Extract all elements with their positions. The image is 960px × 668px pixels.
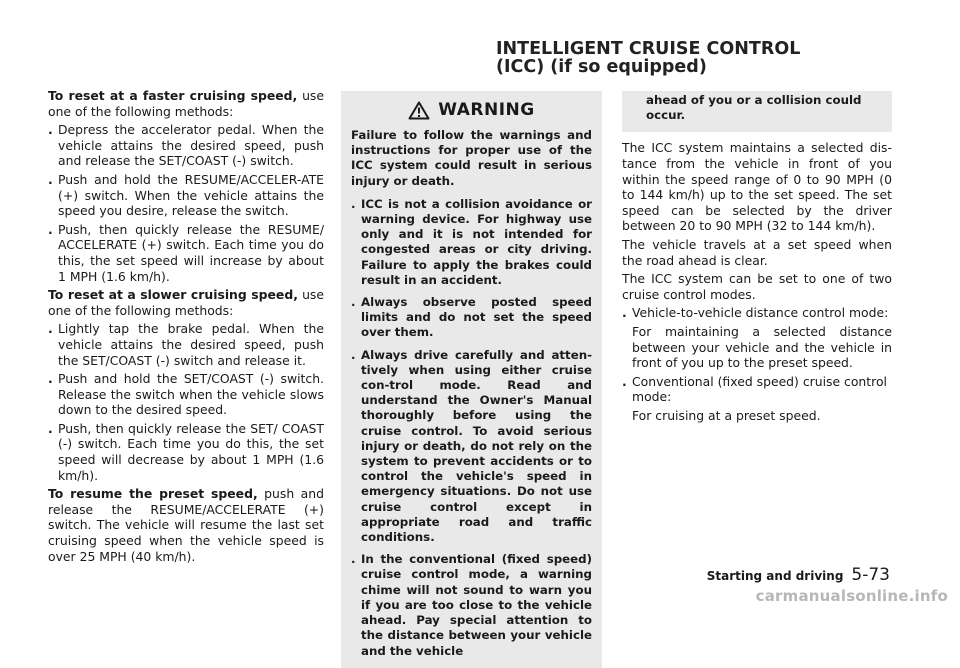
section-title bbox=[496, 40, 800, 76]
list-item bbox=[351, 197, 592, 288]
slower-bullet-2: Push and hold the SET/COAST (-) switch. Release the switch when the vehicle slows down to the desired speed. bbox=[58, 371, 324, 418]
mode-2-label: Conventional (fixed speed) cruise control mode: bbox=[632, 373, 887, 405]
warning-triangle-icon bbox=[408, 101, 430, 120]
bullet-icon: . bbox=[48, 371, 53, 387]
slower-bullet-1: Lightly tap the brake pedal. When the vehicle attains the desired speed, push the SET/COAST (-) switch and release it. bbox=[58, 321, 324, 368]
bullet-icon: . bbox=[48, 171, 53, 187]
bullet-icon: . bbox=[622, 305, 627, 321]
mode-2-description: For cruising at a preset speed. bbox=[632, 407, 821, 423]
bullet-icon: . bbox=[351, 295, 356, 310]
warning-column bbox=[341, 91, 602, 668]
bullet-icon: . bbox=[351, 196, 356, 211]
mode-1-label: Vehicle-to-vehicle distance control mode: bbox=[632, 305, 889, 321]
bullet-icon: . bbox=[48, 420, 53, 436]
list-item bbox=[48, 222, 324, 284]
icc-description: The ICC system maintains a selected dis-tance from the vehicle in front of you within the speed range of 0 to 90 MPH (0 to 144 km/h) up to the set speed. The set speed can be selected by the driver between 20 to 90 MPH (32 to 144 km/h). bbox=[622, 140, 892, 234]
faster-bullet-1: Depress the accelerator pedal. When the vehicle attains the desired speed, push and release the SET/COAST (-) switch. bbox=[58, 122, 324, 169]
list-item bbox=[48, 421, 324, 483]
faster-speed-rest: use one of the following methods: bbox=[48, 88, 324, 119]
warning-bullet-1: ICC is not a collision avoidance or warning device. For highway use only and it is not intended for congested areas or city driving. Failure to apply the brakes could result in an accident. bbox=[361, 196, 592, 287]
warning-bullet-3: Always drive carefully and atten-tively when using either cruise con-trol mode. Read and understand the Owner's Manual thoroughly before using the cruise control. To avoid serious injury or death, do not rely on the system to prevent accidents or to control the vehicle's speed in emergency situations. Do not use cruise control except in appropriate road and traffic conditions. bbox=[361, 347, 592, 545]
watermark: carmanualsonline.info bbox=[755, 587, 948, 605]
faster-bullet-3: Push, then quickly release the RESUME/ ACCELERATE (+) switch. Each time you do this, the set speed will increase by about 1 MPH (1.6 km/h). bbox=[58, 221, 324, 284]
list-item bbox=[351, 348, 592, 546]
list-item bbox=[351, 295, 592, 341]
right-column bbox=[622, 91, 892, 427]
warning-title: WARNING bbox=[438, 99, 535, 120]
footer-section-name: Starting and driving bbox=[706, 569, 844, 583]
mode-1-description: For maintaining a selected distance between your vehicle and the vehicle in front of you up to the preset speed. bbox=[632, 323, 892, 371]
slower-speed-rest: use one of the following methods: bbox=[48, 287, 325, 318]
faster-speed-intro bbox=[48, 88, 324, 119]
page-number: 5-73 bbox=[851, 565, 890, 585]
page-footer bbox=[707, 565, 890, 585]
list-item bbox=[351, 552, 592, 658]
warning-bullet-2: Always observe posted speed limits and do not set the speed over them. bbox=[361, 295, 592, 340]
warning-continuation: ahead of you or a collision could occur. bbox=[622, 91, 892, 132]
icc-modes-intro: The ICC system can be set to one of two cruise control modes. bbox=[622, 271, 892, 302]
warning-header bbox=[351, 99, 592, 128]
bullet-icon: . bbox=[622, 373, 627, 389]
list-item bbox=[622, 305, 892, 321]
bullet-icon: . bbox=[351, 552, 356, 567]
list-item bbox=[48, 172, 324, 219]
resume-speed-rest: push and release the RESUME/ACCELERATE (+) switch. The vehicle will resume the last set cruising speed when the vehicle speed is over 25 MPH (40 km/h). bbox=[48, 486, 324, 564]
slower-speed-lead: To reset at a slower cruising speed, bbox=[48, 287, 298, 303]
list-item bbox=[48, 122, 324, 169]
left-column bbox=[48, 88, 324, 567]
bullet-icon: . bbox=[48, 321, 53, 337]
list-item bbox=[48, 321, 324, 368]
bullet-icon: . bbox=[48, 122, 53, 138]
list-item bbox=[622, 374, 892, 405]
bullet-icon: . bbox=[48, 221, 53, 237]
section-title-line-2: (ICC) (if so equipped) bbox=[496, 57, 707, 77]
faster-speed-lead: To reset at a faster cruising speed, bbox=[48, 88, 298, 103]
slower-bullet-3: Push, then quickly release the SET/ COAST (-) switch. Each time you do this, the set speed will decrease by about 1 MPH (1.6 km/h). bbox=[58, 420, 324, 483]
faster-bullet-2: Push and hold the RESUME/ACCELER-ATE (+) switch. When the vehicle attains the speed you desire, release the switch. bbox=[58, 171, 324, 219]
slower-speed-intro bbox=[48, 287, 324, 318]
resume-speed-lead: To resume the preset speed, bbox=[48, 486, 258, 502]
section-title-line-1: INTELLIGENT CRUISE CONTROL bbox=[496, 39, 801, 59]
resume-speed-paragraph bbox=[48, 486, 324, 564]
warning-box bbox=[341, 91, 602, 668]
bullet-icon: . bbox=[351, 347, 356, 362]
icc-clear-road: The vehicle travels at a set speed when the road ahead is clear. bbox=[622, 236, 892, 268]
list-item bbox=[48, 371, 324, 418]
warning-intro: Failure to follow the warnings and instructions for proper use of the ICC system could result in serious injury or death. bbox=[351, 128, 592, 188]
warning-bullet-4: In the conventional (fixed speed) cruise control mode, a warning chime will not sound to warn you if you are too close to the vehicle ahead. Pay special attention to the distance between your vehicle and the vehicle bbox=[361, 552, 592, 658]
